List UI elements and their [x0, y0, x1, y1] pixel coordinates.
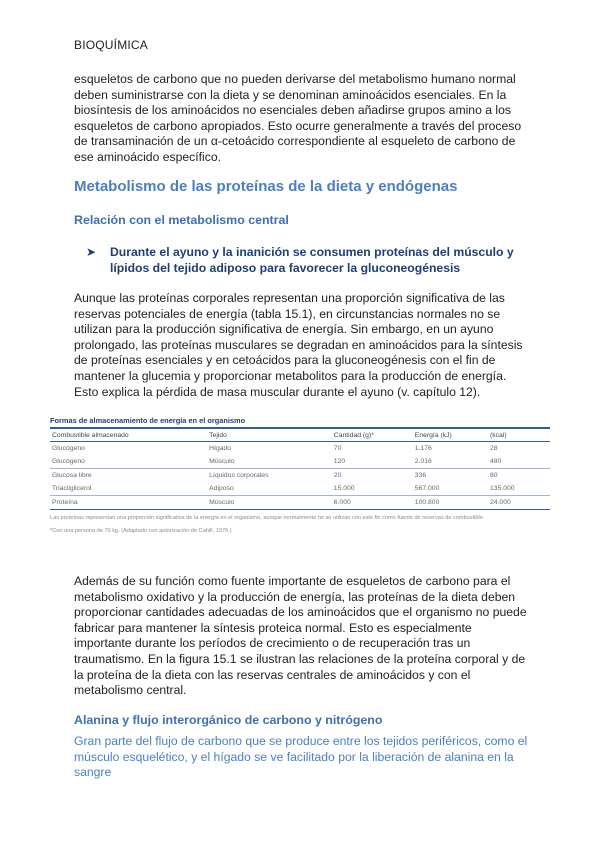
table-cell: Líquidos corporales: [207, 469, 332, 483]
table-cell: 135.000: [489, 485, 515, 492]
intro-paragraph: esqueletos de carbono que no pueden derivarse del metabolismo humano normal deben suministrarse con la dieta y se denominan aminoácidos esenciales. En la biosíntesis de los aminoácidos no esenciales deben añadirse grupos amino a los esqueletos de carbono apropiados. Esto ocurre generalmente a través del proceso de transaminación de un α-cetoácido correspondiente al esqueleto de carbono de ese aminoácido específico.: [74, 72, 522, 164]
table-cell: 2.016: [414, 458, 432, 465]
table-row: [50, 482, 550, 496]
table-row: [50, 455, 550, 469]
table-cell: 336: [413, 469, 488, 483]
table-cell: Triacilglicerol: [52, 485, 92, 492]
table-row: [50, 469, 550, 483]
table-cell: 567.000: [414, 485, 440, 492]
paragraph-alanine-flux: Gran parte del flujo de carbono que se produce entre los tejidos periféricos, como el músculo esquelético, y el hígado se ve facilitado por la liberación de alanina en la sangre: [74, 734, 528, 780]
table-cell: 28: [489, 445, 498, 452]
table-cell: 15.000: [333, 485, 355, 492]
table-cell: 80: [488, 469, 550, 483]
table-header-cell: Energía (kJ): [413, 429, 488, 442]
table-row: [50, 442, 550, 456]
table-cell: Glucógeno: [52, 445, 85, 452]
table-cell: 20: [332, 469, 413, 483]
table-cell: Adiposo: [209, 485, 234, 492]
table-header-cell: (kcal): [488, 429, 550, 442]
key-point-text: Durante el ayuno y la inanición se consumen proteínas del músculo y lípidos del tejido adiposo para favorecer la gluconeogénesis: [110, 245, 514, 275]
table-cell: 6.000: [332, 496, 413, 510]
table-cell: Hígado: [209, 445, 232, 452]
table-footnote: Las proteínas representan una proporción significativa de la energía en el organismo, aunque normalmente no se utilizan con este fin como fuente de reservas de combustible.: [50, 515, 485, 521]
running-header: BIOQUÍMICA: [74, 38, 149, 52]
table-title: Formas de almacenamiento de energía en el organismo: [50, 416, 550, 429]
paragraph-energy-reserves: Aunque las proteínas corporales representan una proporción significativa de las reservas potenciales de energía (tabla 15.1), en circunstancias normales no se utilizan para la producción significativa de energía. Sin embargo, en un ayuno prolongado, las proteínas musculares se degradan en aminoácidos para la síntesis de proteínas esenciales y en cetoácidos para la gluconeogénesis con el fin de mantener la glucemia y proporcionar metabolitos para la producción de energía. Esto explica la pérdida de masa muscular durante el ayuno (v. capítulo 12).: [74, 291, 523, 399]
table-cell: 70: [333, 445, 342, 452]
arrow-bullet-icon: ➤: [86, 245, 97, 259]
table-source-note: *Con una persona de 70 kg. (Adaptado con autorización de Cahill, 1976.): [50, 528, 232, 534]
table-cell: Músculo: [209, 458, 235, 465]
subsection-title-alanine: Alanina y flujo interorgánico de carbono y nitrógeno: [74, 713, 383, 727]
subsection-title-central-metabolism: Relación con el metabolismo central: [74, 213, 289, 227]
table-cell: Músculo: [207, 496, 332, 510]
table-cell: 24.000: [488, 496, 550, 510]
table-header-cell: Tejido: [207, 429, 332, 442]
key-point-bullet: [86, 244, 526, 276]
paragraph-dietary-protein: Además de su función como fuente importante de esqueletos de carbono para el metabolismo oxidativo y la producción de energía, las proteínas de la dieta deben proporcionar cantidades adecuadas de los aminoácidos que el organismo no puede fabricar para mantener la síntesis proteica normal. Esto es especialmente importante durante los períodos de crecimiento o de recuperación tras un traumatismo. En la figura 15.1 se ilustran las relaciones de la proteína corporal y de la proteína de la dieta con las reservas centrales de aminoácidos y con el metabolismo central.: [74, 574, 527, 698]
table-row: [50, 496, 550, 510]
table-header-cell: Combustible almacenado: [50, 429, 207, 442]
table-cell: Glucógeno: [52, 458, 85, 465]
table-header-cell: Cantidad (g)*: [332, 429, 413, 442]
table-grid: [50, 429, 550, 510]
table-cell: Glucosa libre: [50, 469, 207, 483]
energy-storage-table: [50, 416, 550, 536]
table-cell: 480: [489, 458, 502, 465]
table-cell: 1.176: [414, 445, 432, 452]
table-cell: 120: [333, 458, 346, 465]
table-cell: 100.800: [413, 496, 488, 510]
section-title: Metabolismo de las proteínas de la dieta y endógenas: [74, 178, 458, 195]
table-header-row: [50, 429, 550, 442]
table-cell: Proteína: [50, 496, 207, 510]
